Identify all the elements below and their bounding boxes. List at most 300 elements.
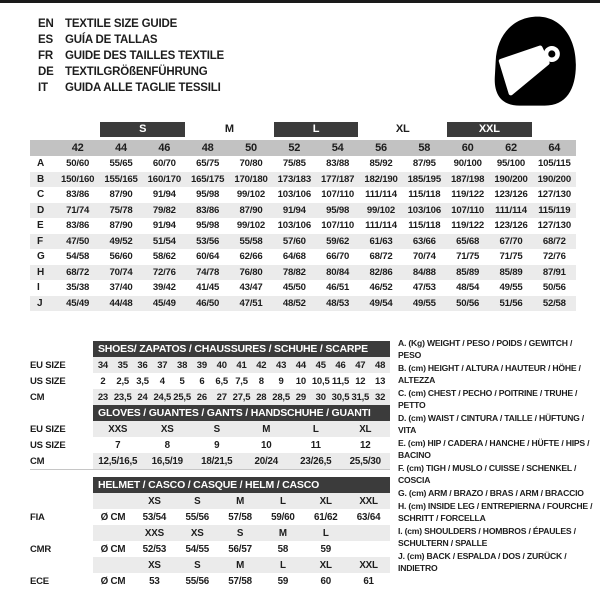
measurement-row (30, 249, 576, 265)
measurement-value: 49/55 (412, 297, 436, 309)
measurement-row-label: F (37, 235, 43, 247)
measurement-value: 85/92 (369, 158, 393, 170)
helmet-unit-label: Ø CM (100, 543, 126, 555)
helmet-sizes-values (93, 525, 390, 541)
measurement-value: 56/60 (109, 251, 133, 263)
shoe-size-value: 40 (216, 359, 227, 371)
gloves-row (30, 421, 390, 437)
measurement-value: 111/114 (495, 204, 527, 216)
helmet-unit-label: Ø CM (100, 511, 126, 523)
size-column-header: 46 (158, 142, 171, 154)
measurement-value: 165/175 (191, 173, 225, 185)
measurement-value: 52/58 (542, 297, 566, 309)
measurement-value: 76/80 (239, 266, 263, 278)
shoe-size-value: 48 (375, 359, 386, 371)
helmet-size-value: 52/53 (142, 543, 167, 555)
measurement-value: 150/160 (61, 173, 95, 185)
language-row (38, 16, 224, 32)
shoe-size-value: 39 (196, 359, 207, 371)
glove-size-value: XXS (108, 423, 128, 435)
measurement-row-label: G (37, 251, 45, 263)
measurement-value: 43/47 (239, 282, 263, 294)
measurement-value: 123/126 (494, 189, 528, 201)
measurement-value: 48/54 (456, 282, 480, 294)
helmet-standard-label: CMR (30, 543, 52, 555)
helmet-size-label: XXL (359, 495, 378, 507)
top-border-line (0, 0, 600, 3)
helmet-standard-values (93, 541, 390, 557)
language-row (38, 64, 224, 80)
shoe-size-value: 2 (100, 375, 106, 387)
language-title: GUIDE DES TAILLES TEXTILE (65, 50, 224, 62)
measurement-row (30, 234, 576, 250)
measurement-row-label: A (37, 158, 45, 170)
measurement-row (30, 187, 576, 203)
shoe-size-value: 24 (137, 391, 148, 403)
helmet-size-label: L (322, 527, 329, 539)
helmet-size-label: XL (319, 495, 332, 507)
helmet-size-label: M (278, 527, 287, 539)
shoe-size-value: 31,5 (351, 391, 370, 403)
glove-size-value: 8 (164, 439, 170, 451)
legend-item: G. (cm) ARM / BRAZO / BRAS / ARM / BRACCIO (398, 488, 584, 498)
language-row (38, 32, 224, 48)
gloves-table-title: GLOVES / GUANTES / GANTS / HANDSCHUHE / GUANTI (93, 405, 390, 421)
shoe-size-value: 10,5 (311, 375, 330, 387)
measurement-value: 187/198 (451, 173, 485, 185)
measurement-row (30, 265, 576, 281)
shoes-row-label: US SIZE (30, 375, 66, 387)
helmet-size-value: 55/56 (185, 511, 209, 523)
language-title: GUÍA DE TALLAS (65, 34, 158, 46)
racing-helmet-icon (489, 13, 579, 111)
shoe-size-value: 46 (335, 359, 346, 371)
measurement-row-label: B (37, 173, 45, 185)
shoe-size-value: 34 (97, 359, 108, 371)
measurement-row (30, 203, 576, 219)
measurement-value: 103/106 (277, 189, 311, 201)
measurement-value: 70/74 (109, 266, 133, 278)
measurement-value: 99/102 (236, 220, 266, 232)
language-code: EN (38, 18, 54, 30)
legend-item: I. (cm) SHOULDERS / HOMBROS / ÉPAULES / SCHULTERN / SPALLE (398, 526, 576, 548)
helmet-standard-label: ECE (30, 575, 49, 587)
measurement-value: 61/63 (369, 235, 393, 247)
glove-size-value: 9 (214, 439, 220, 451)
shoes-rows (30, 357, 390, 405)
measurement-row (30, 280, 576, 296)
textile-size-table (30, 122, 576, 311)
shoe-size-value: 47 (355, 359, 366, 371)
shoe-size-value: 38 (177, 359, 188, 371)
shoe-size-value: 24,5 (153, 391, 172, 403)
measurement-row-label: C (37, 189, 45, 201)
shoe-size-value: 28 (256, 391, 267, 403)
measurement-value: 65/68 (456, 235, 480, 247)
measurement-value: 70/74 (412, 251, 436, 263)
gloves-row-label: US SIZE (30, 439, 66, 451)
helmet-size-value: 59/60 (271, 511, 295, 523)
measurement-value: 80/84 (326, 266, 350, 278)
shoe-size-value: 6,5 (215, 375, 228, 387)
measurement-value: 103/106 (407, 204, 441, 216)
size-group-label: M (224, 123, 234, 135)
size-column-header: 58 (418, 142, 431, 154)
helmet-size-value: 59 (320, 543, 331, 555)
helmet-sizes-values (93, 493, 390, 509)
helmet-size-value: 54/55 (185, 543, 209, 555)
shoes-size-table (30, 341, 390, 405)
measurement-value: 185/195 (407, 173, 441, 185)
gloves-size-table (30, 405, 390, 470)
glove-size-value: 10 (261, 439, 272, 451)
measurement-value: 99/102 (236, 189, 266, 201)
measurement-value: 47/50 (66, 235, 90, 247)
measurement-value: 83/86 (196, 204, 220, 216)
shoe-size-value: 9 (278, 375, 284, 387)
shoes-row-values (93, 389, 390, 405)
size-number-header (30, 140, 576, 156)
measurement-value: 50/56 (456, 297, 480, 309)
measurement-value: 107/110 (451, 204, 485, 216)
shoe-size-value: 23 (97, 391, 108, 403)
measurement-value: 115/118 (408, 220, 441, 232)
shoe-size-value: 32 (375, 391, 386, 403)
measurement-value: 87/90 (239, 204, 263, 216)
measurement-value: 51/54 (152, 235, 176, 247)
glove-size-value: 23/26,5 (300, 455, 332, 467)
size-column-header: 50 (245, 142, 257, 154)
shoes-row (30, 389, 390, 405)
helmet-standard-row (30, 573, 390, 589)
shoe-size-value: 4 (159, 375, 165, 387)
measurement-value: 49/52 (109, 235, 133, 247)
glove-size-value: 7 (115, 439, 121, 451)
measurement-value: 45/49 (152, 297, 176, 309)
helmet-size-table (30, 477, 390, 589)
helmet-size-value: 63/64 (356, 511, 381, 523)
shoe-size-value: 29 (295, 391, 306, 403)
shoes-row-values (93, 357, 390, 373)
shoes-row (30, 357, 390, 373)
helmet-unit-label: Ø CM (100, 575, 126, 587)
measurement-value: 60/64 (196, 251, 220, 263)
helmet-size-label: XXL (359, 559, 378, 571)
measurement-value: 119/122 (451, 189, 485, 201)
shoe-size-value: 23,5 (113, 391, 132, 403)
helmet-rows (30, 493, 390, 589)
language-row (38, 80, 224, 96)
helmet-standard-label: FIA (30, 511, 45, 523)
measurement-value: 83/86 (66, 220, 90, 232)
legend-item: J. (cm) BACK / ESPALDA / DOS / ZURÜCK / INDIETRO (398, 551, 567, 573)
measurement-value: 87/90 (109, 220, 133, 232)
measurement-value: 70/80 (239, 158, 263, 170)
measurement-value: 75/78 (109, 204, 133, 216)
measurement-value: 54/58 (66, 251, 90, 263)
shoe-size-value: 37 (157, 359, 168, 371)
measurement-value: 68/72 (66, 266, 90, 278)
size-column-header: 48 (201, 142, 214, 154)
helmet-sizes-row (30, 493, 390, 509)
measurement-value: 48/53 (326, 297, 350, 309)
shoe-size-value: 8 (258, 375, 264, 387)
measurement-value: 87/91 (542, 266, 566, 278)
measurement-value: 74/78 (196, 266, 220, 278)
measurement-value: 90/100 (453, 158, 482, 170)
measurement-value: 155/165 (104, 173, 138, 185)
size-column-header: 42 (71, 142, 84, 154)
measurement-value: 75/85 (282, 158, 306, 170)
measurement-row (30, 218, 576, 234)
measurement-value: 57/60 (282, 235, 306, 247)
language-code: ES (38, 34, 53, 46)
measurement-value: 71/75 (456, 251, 480, 263)
shoe-size-value: 12 (355, 375, 366, 387)
helmet-size-value: 60 (320, 575, 331, 587)
measurement-value: 95/98 (196, 220, 220, 232)
helmet-size-label: XS (190, 527, 204, 539)
helmet-size-label: M (236, 559, 245, 571)
helmet-standard-row (30, 509, 390, 525)
measurement-value: 111/114 (365, 220, 397, 232)
measurement-value: 71/74 (66, 204, 90, 216)
size-group-header (30, 122, 576, 140)
shoes-row-values (93, 373, 390, 389)
helmet-size-value: 55/56 (185, 575, 209, 587)
shoe-size-value: 10 (295, 375, 306, 387)
glove-size-value: 12,5/16,5 (98, 455, 138, 467)
gloves-row-label: EU SIZE (30, 423, 66, 435)
helmet-sizes-values (93, 557, 390, 573)
legend-item: H. (cm) INSIDE LEG / ENTREPIERNA / FOURCHE / SCHRITT / FORCELLA (398, 501, 593, 523)
size-column-header: 54 (331, 142, 344, 154)
language-title-list (38, 16, 224, 96)
measurement-value: 37/40 (109, 282, 133, 294)
measurement-value: 105/115 (537, 158, 571, 170)
measurement-value: 95/98 (326, 204, 350, 216)
measurement-value: 48/52 (282, 297, 306, 309)
measurement-value: 66/70 (326, 251, 350, 263)
language-row (38, 48, 224, 64)
measurement-value: 160/170 (147, 173, 181, 185)
shoe-size-value: 25,5 (173, 391, 191, 403)
helmet-size-value: 56/57 (228, 543, 252, 555)
measurement-value: 47/53 (412, 282, 436, 294)
measurement-row (30, 156, 576, 172)
helmet-size-value: 53 (149, 575, 160, 587)
measurement-value: 103/106 (277, 220, 311, 232)
measurement-value: 35/38 (66, 282, 90, 294)
language-title: TEXTILE SIZE GUIDE (65, 18, 178, 30)
measurement-value: 51/56 (499, 297, 523, 309)
gloves-row-values (93, 437, 390, 453)
shoe-size-value: 45 (315, 359, 326, 371)
measurement-value: 50/56 (542, 282, 566, 294)
shoes-row-label: EU SIZE (30, 359, 66, 371)
measurement-value: 107/110 (321, 189, 355, 201)
measurement-value: 79/82 (152, 204, 176, 216)
language-code: IT (38, 82, 48, 94)
shoe-size-value: 6 (199, 375, 205, 387)
measurement-value: 59/62 (326, 235, 350, 247)
helmet-standard-values (93, 573, 390, 589)
helmet-size-label: XL (319, 559, 332, 571)
measurement-value: 67/70 (499, 235, 523, 247)
glove-size-value: M (262, 423, 271, 435)
measurement-value: 65/75 (196, 158, 220, 170)
shoe-size-value: 28,5 (272, 391, 290, 403)
helmet-sizes-row (30, 557, 390, 573)
measurement-value: 173/183 (277, 173, 311, 185)
measurement-value: 111/114 (365, 189, 397, 201)
measurement-value: 123/126 (494, 220, 528, 232)
measurement-value: 47/51 (239, 297, 263, 309)
helmet-size-value: 57/58 (228, 511, 252, 523)
measurement-value: 95/100 (496, 158, 526, 170)
shoes-table-title: SHOES/ ZAPATOS / CHAUSSURES / SCHUHE / SCARPE (93, 341, 390, 357)
measurement-value: 72/76 (542, 251, 566, 263)
measurement-value: 115/118 (408, 189, 441, 201)
measurement-value: 53/56 (196, 235, 220, 247)
helmet-size-label: L (280, 559, 286, 571)
glove-size-value: L (312, 423, 319, 435)
helmet-size-value: 57/58 (228, 575, 252, 587)
measurement-value: 46/51 (326, 282, 350, 294)
gloves-row-values (93, 421, 390, 437)
language-title: TEXTILGRÖßENFÜHRUNG (65, 66, 208, 78)
measurement-value: 95/98 (196, 189, 220, 201)
helmet-size-label: XXS (144, 527, 164, 539)
measurement-value: 85/89 (499, 266, 523, 278)
size-column-header: 56 (375, 142, 387, 154)
shoe-size-value: 7,5 (235, 375, 248, 387)
measurement-value: 63/66 (412, 235, 436, 247)
measurement-row-label: D (37, 204, 45, 216)
measurement-value: 127/130 (537, 220, 571, 232)
gloves-row-values (93, 453, 390, 469)
measurement-value: 58/62 (152, 251, 176, 263)
measurement-value: 190/200 (494, 173, 528, 185)
measurement-value: 107/110 (321, 220, 355, 232)
legend-item: E. (cm) HIP / CADERA / HANCHE / HÜFTE / HIPS / BACINO (398, 438, 590, 460)
measurement-rows (30, 156, 576, 311)
shoe-size-value: 5 (179, 375, 185, 387)
measurement-row-label: I (37, 282, 40, 294)
measurement-value: 85/89 (456, 266, 480, 278)
measurement-value: 39/42 (152, 282, 176, 294)
measurement-value: 45/50 (282, 282, 306, 294)
shoe-size-value: 43 (276, 359, 287, 371)
gloves-row (30, 453, 390, 469)
measurement-value: 127/130 (537, 189, 571, 201)
measurement-value: 182/190 (364, 173, 398, 185)
legend-item: B. (cm) HEIGHT / ALTURA / HAUTEUR / HÖHE / ALTEZZA (398, 363, 581, 385)
gloves-row-label: CM (30, 455, 45, 467)
glove-size-value: XL (359, 423, 372, 435)
helmet-size-label: S (236, 527, 244, 539)
helmet-size-label: S (194, 559, 201, 571)
language-title: GUIDA ALLE TAGLIE TESSILI (65, 82, 221, 94)
shoes-row (30, 373, 390, 389)
measurement-value: 91/94 (282, 204, 306, 216)
shoe-size-value: 41 (236, 359, 247, 371)
measurement-value: 83/86 (66, 189, 90, 201)
legend-item: D. (cm) WAIST / CINTURA / TAILLE / HÜFTUNG / VITA (398, 413, 584, 435)
size-group-label: L (274, 122, 359, 137)
measurement-value: 49/55 (499, 282, 523, 294)
glove-size-value: 11 (310, 439, 321, 451)
shoe-size-value: 30,5 (331, 391, 350, 403)
measurement-value: 119/122 (451, 220, 485, 232)
measurement-value: 170/180 (234, 173, 268, 185)
measurement-value: 99/102 (366, 204, 396, 216)
measurement-value: 68/72 (369, 251, 393, 263)
measurement-value: 46/50 (196, 297, 220, 309)
measurement-value: 41/45 (196, 282, 220, 294)
shoe-size-value: 27 (216, 391, 227, 403)
measurement-value: 84/88 (412, 266, 436, 278)
glove-size-value: 18/21,5 (201, 455, 233, 467)
size-column-header: 60 (461, 142, 474, 154)
measurement-value: 78/82 (282, 266, 306, 278)
measurement-value: 60/70 (152, 158, 176, 170)
helmet-standard-values (93, 509, 390, 525)
helmet-size-value: 61/62 (313, 511, 338, 523)
helmet-size-label: XS (148, 495, 161, 507)
helmet-standard-row (30, 541, 390, 557)
measurement-value: 55/65 (109, 158, 133, 170)
helmet-size-label: M (236, 495, 245, 507)
measurement-value: 46/52 (369, 282, 393, 294)
measurement-value: 49/54 (369, 297, 393, 309)
shoe-size-value: 35 (117, 359, 128, 371)
shoe-size-value: 42 (256, 359, 267, 371)
gloves-rows (30, 421, 390, 470)
glove-size-value: 20/24 (254, 455, 279, 467)
measurement-row (30, 296, 576, 312)
gloves-row (30, 437, 390, 453)
shoe-size-value: 2,5 (116, 375, 129, 387)
glove-size-value: 16,5/19 (151, 455, 183, 467)
legend-item: F. (cm) TIGH / MUSLO / CUISSE / SCHENKEL / COSCIA (398, 463, 577, 485)
measurement-value: 71/75 (499, 251, 523, 263)
helmet-size-label: L (280, 495, 286, 507)
helmet-size-value: 61 (363, 575, 374, 587)
measurement-value: 82/86 (369, 266, 393, 278)
measurement-row-label: J (37, 297, 43, 309)
helmet-size-label: S (194, 495, 201, 507)
glove-size-value: XS (160, 423, 174, 435)
helmet-size-value: 53/54 (142, 511, 167, 523)
measurement-value: 68/72 (542, 235, 566, 247)
size-group-label: XXL (447, 122, 532, 137)
helmet-size-value: 59 (277, 575, 289, 587)
measurement-value: 190/200 (537, 173, 571, 185)
measurement-row-label: H (37, 266, 45, 278)
measurement-value: 72/76 (152, 266, 176, 278)
shoe-size-value: 27,5 (232, 391, 251, 403)
size-column-header: 52 (288, 142, 301, 154)
measurement-value: 55/58 (239, 235, 263, 247)
measurement-row (30, 172, 576, 188)
shoe-size-value: 26 (196, 391, 207, 403)
helmet-table-title: HELMET / CASCO / CASQUE / HELM / CASCO (93, 477, 390, 493)
legend-item: A. (Kg) WEIGHT / PESO / POIDS / GEWITCH / PESO (398, 338, 573, 360)
measurement-value: 115/119 (538, 204, 571, 216)
size-column-header: 44 (115, 142, 127, 154)
measurement-value: 87/90 (109, 189, 133, 201)
